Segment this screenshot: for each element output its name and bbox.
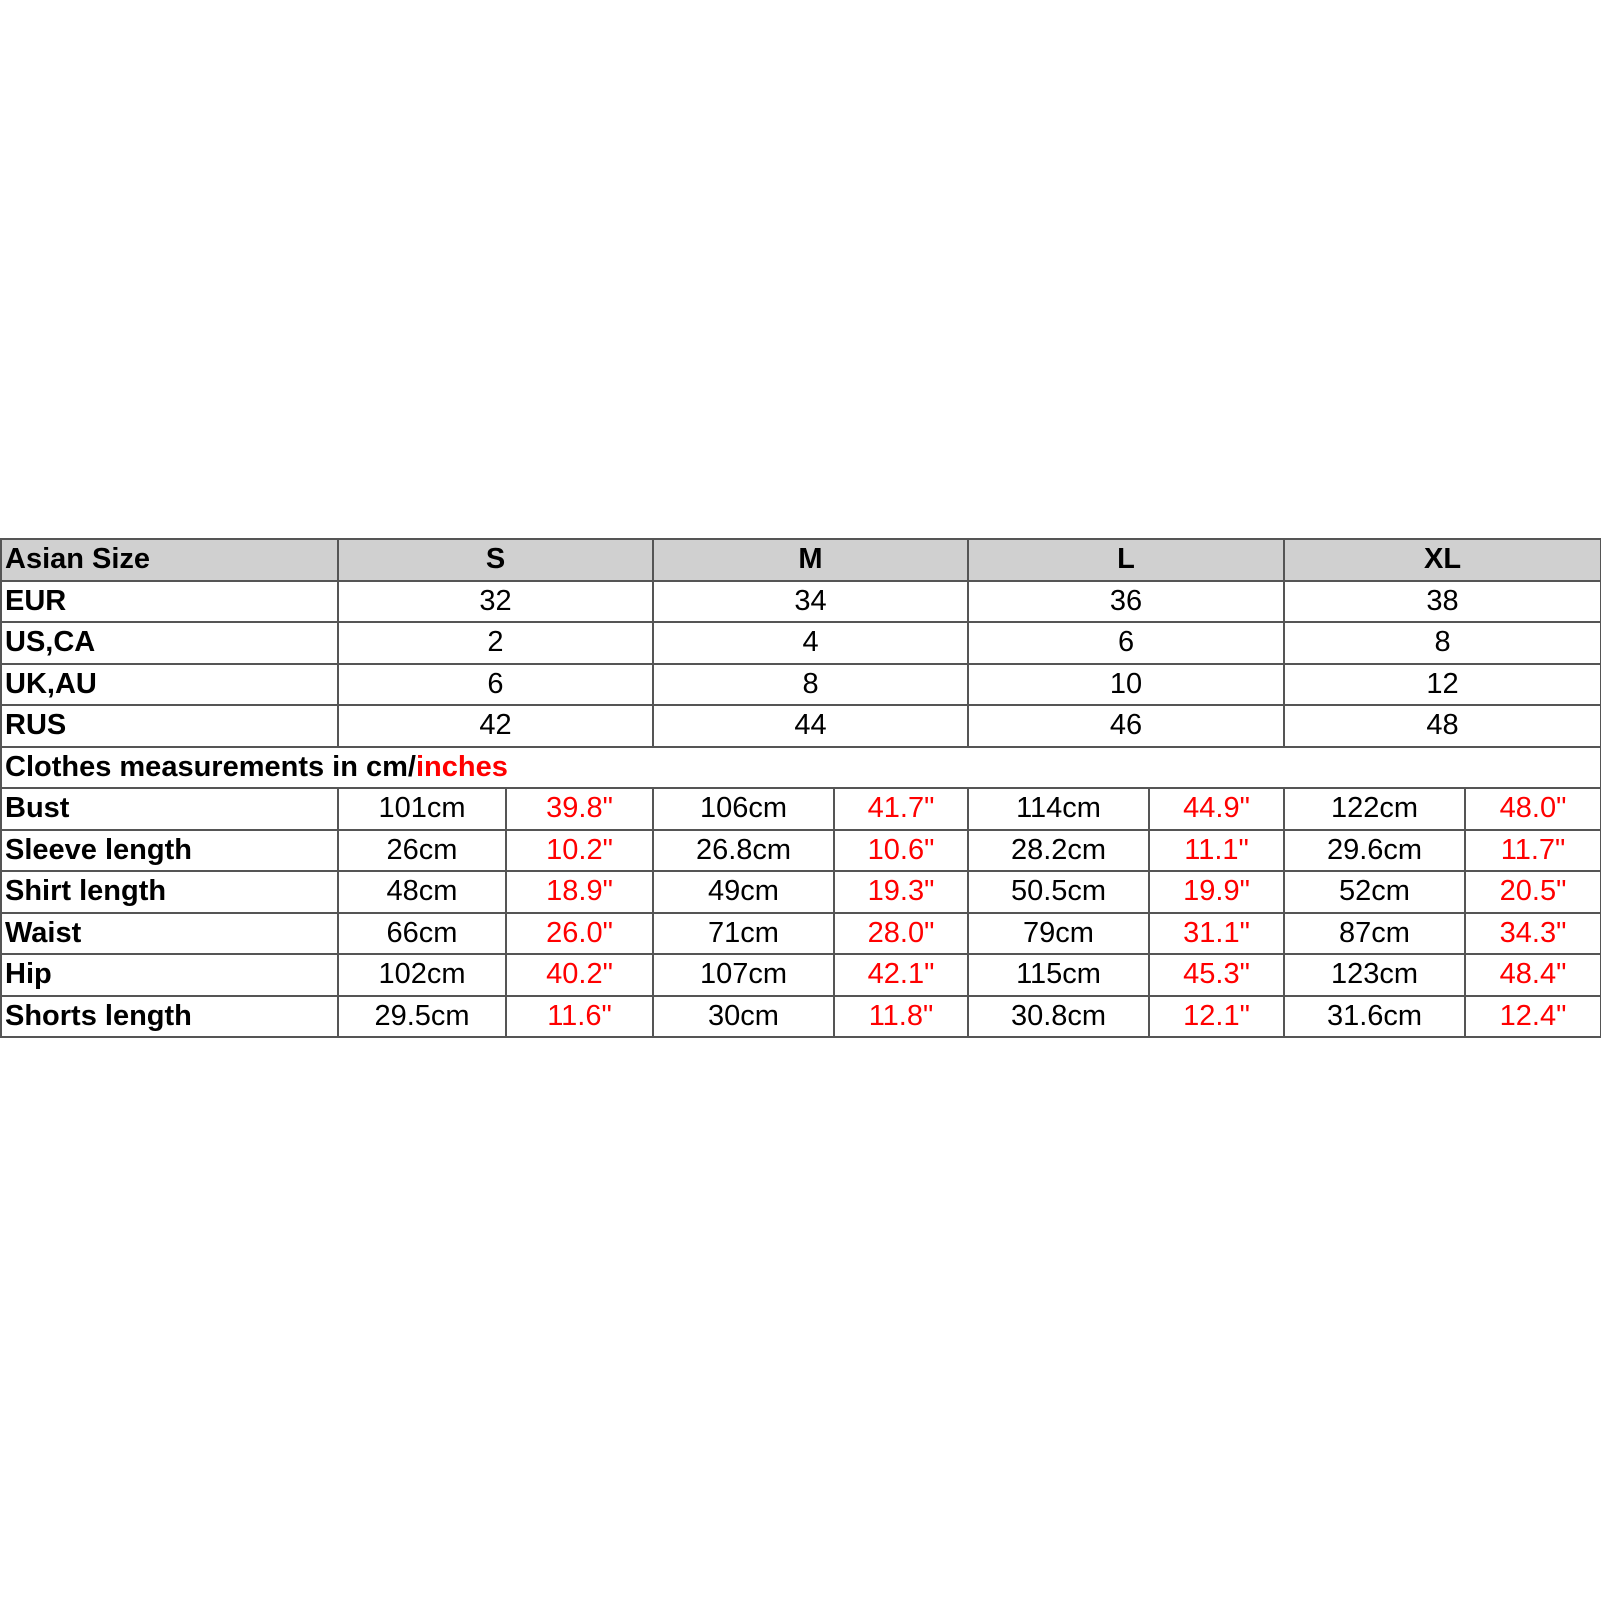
- conversion-value: 46: [968, 705, 1284, 747]
- measurement-row-shorts-length: [1, 996, 1601, 1038]
- row-label: Hip: [1, 954, 338, 996]
- measurement-row-sleeve-length: [1, 830, 1601, 872]
- cm-value: 49cm: [653, 871, 834, 913]
- conversion-value: 8: [1284, 622, 1601, 664]
- inch-value: 31.1": [1149, 913, 1284, 955]
- cm-value: 30.8cm: [968, 996, 1149, 1038]
- conversion-value: 42: [338, 705, 653, 747]
- cm-value: 29.6cm: [1284, 830, 1465, 872]
- inch-value: 48.0": [1465, 788, 1601, 830]
- conversion-value: 6: [338, 664, 653, 706]
- conversion-value: 38: [1284, 581, 1601, 623]
- row-label: UK,AU: [1, 664, 338, 706]
- inch-value: 45.3": [1149, 954, 1284, 996]
- inch-value: 19.9": [1149, 871, 1284, 913]
- inch-value: 42.1": [834, 954, 968, 996]
- conversion-value: 32: [338, 581, 653, 623]
- inch-value: 18.9": [506, 871, 653, 913]
- conversion-value: 12: [1284, 664, 1601, 706]
- cm-value: 87cm: [1284, 913, 1465, 955]
- cm-value: 79cm: [968, 913, 1149, 955]
- conversion-value: 34: [653, 581, 968, 623]
- size-header-m: M: [653, 539, 968, 581]
- inch-value: 11.7": [1465, 830, 1601, 872]
- conversion-value: 48: [1284, 705, 1601, 747]
- conversion-row-us-ca: [1, 622, 1601, 664]
- cm-value: 122cm: [1284, 788, 1465, 830]
- inch-value: 40.2": [506, 954, 653, 996]
- inch-value: 12.1": [1149, 996, 1284, 1038]
- inch-value: 28.0": [834, 913, 968, 955]
- cm-value: 114cm: [968, 788, 1149, 830]
- inch-value: 10.2": [506, 830, 653, 872]
- inch-value: 20.5": [1465, 871, 1601, 913]
- conversion-value: 36: [968, 581, 1284, 623]
- inch-value: 10.6": [834, 830, 968, 872]
- cm-value: 50.5cm: [968, 871, 1149, 913]
- inch-value: 11.8": [834, 996, 968, 1038]
- cm-value: 106cm: [653, 788, 834, 830]
- conversion-value: 2: [338, 622, 653, 664]
- measurement-row-bust: [1, 788, 1601, 830]
- asian-size-label: Asian Size: [1, 539, 338, 581]
- size-chart-table: [0, 538, 1601, 1038]
- cm-value: 102cm: [338, 954, 506, 996]
- cm-value: 48cm: [338, 871, 506, 913]
- inch-value: 44.9": [1149, 788, 1284, 830]
- conversion-value: 10: [968, 664, 1284, 706]
- inch-value: 41.7": [834, 788, 968, 830]
- conversion-row-rus: [1, 705, 1601, 747]
- conversion-value: 6: [968, 622, 1284, 664]
- size-header-s: S: [338, 539, 653, 581]
- conversion-row-uk-au: [1, 664, 1601, 706]
- measurement-row-hip: [1, 954, 1601, 996]
- cm-value: 26cm: [338, 830, 506, 872]
- inch-value: 19.3": [834, 871, 968, 913]
- row-label: RUS: [1, 705, 338, 747]
- cm-value: 52cm: [1284, 871, 1465, 913]
- conversion-value: 8: [653, 664, 968, 706]
- cm-value: 66cm: [338, 913, 506, 955]
- conversion-row-eur: [1, 581, 1601, 623]
- cm-value: 29.5cm: [338, 996, 506, 1038]
- inch-value: 34.3": [1465, 913, 1601, 955]
- measurement-row-waist: [1, 913, 1601, 955]
- inch-value: 26.0": [506, 913, 653, 955]
- section-title-highlight: inches: [415, 750, 508, 783]
- inch-value: 11.6": [506, 996, 653, 1038]
- inch-value: 39.8": [506, 788, 653, 830]
- row-label: Bust: [1, 788, 338, 830]
- inch-value: 12.4": [1465, 996, 1601, 1038]
- cm-value: 71cm: [653, 913, 834, 955]
- row-label: US,CA: [1, 622, 338, 664]
- size-chart-sheet: [0, 538, 1601, 1038]
- inch-value: 11.1": [1149, 830, 1284, 872]
- measurement-row-shirt-length: [1, 871, 1601, 913]
- row-label: Shirt length: [1, 871, 338, 913]
- cm-value: 31.6cm: [1284, 996, 1465, 1038]
- conversion-value: 4: [653, 622, 968, 664]
- size-header-xl: XL: [1284, 539, 1601, 581]
- cm-value: 26.8cm: [653, 830, 834, 872]
- row-label: Waist: [1, 913, 338, 955]
- cm-value: 30cm: [653, 996, 834, 1038]
- cm-value: 28.2cm: [968, 830, 1149, 872]
- cm-value: 101cm: [338, 788, 506, 830]
- cm-value: 115cm: [968, 954, 1149, 996]
- cm-value: 123cm: [1284, 954, 1465, 996]
- measurements-section-title: [1, 747, 1601, 789]
- row-label: EUR: [1, 581, 338, 623]
- conversion-value: 44: [653, 705, 968, 747]
- section-title-prefix: Clothes measurements in cm/: [5, 750, 416, 783]
- size-header-l: L: [968, 539, 1284, 581]
- cm-value: 107cm: [653, 954, 834, 996]
- size-header-row: [1, 539, 1601, 581]
- row-label: Sleeve length: [1, 830, 338, 872]
- measurements-section-row: [1, 747, 1601, 789]
- inch-value: 48.4": [1465, 954, 1601, 996]
- row-label: Shorts length: [1, 996, 338, 1038]
